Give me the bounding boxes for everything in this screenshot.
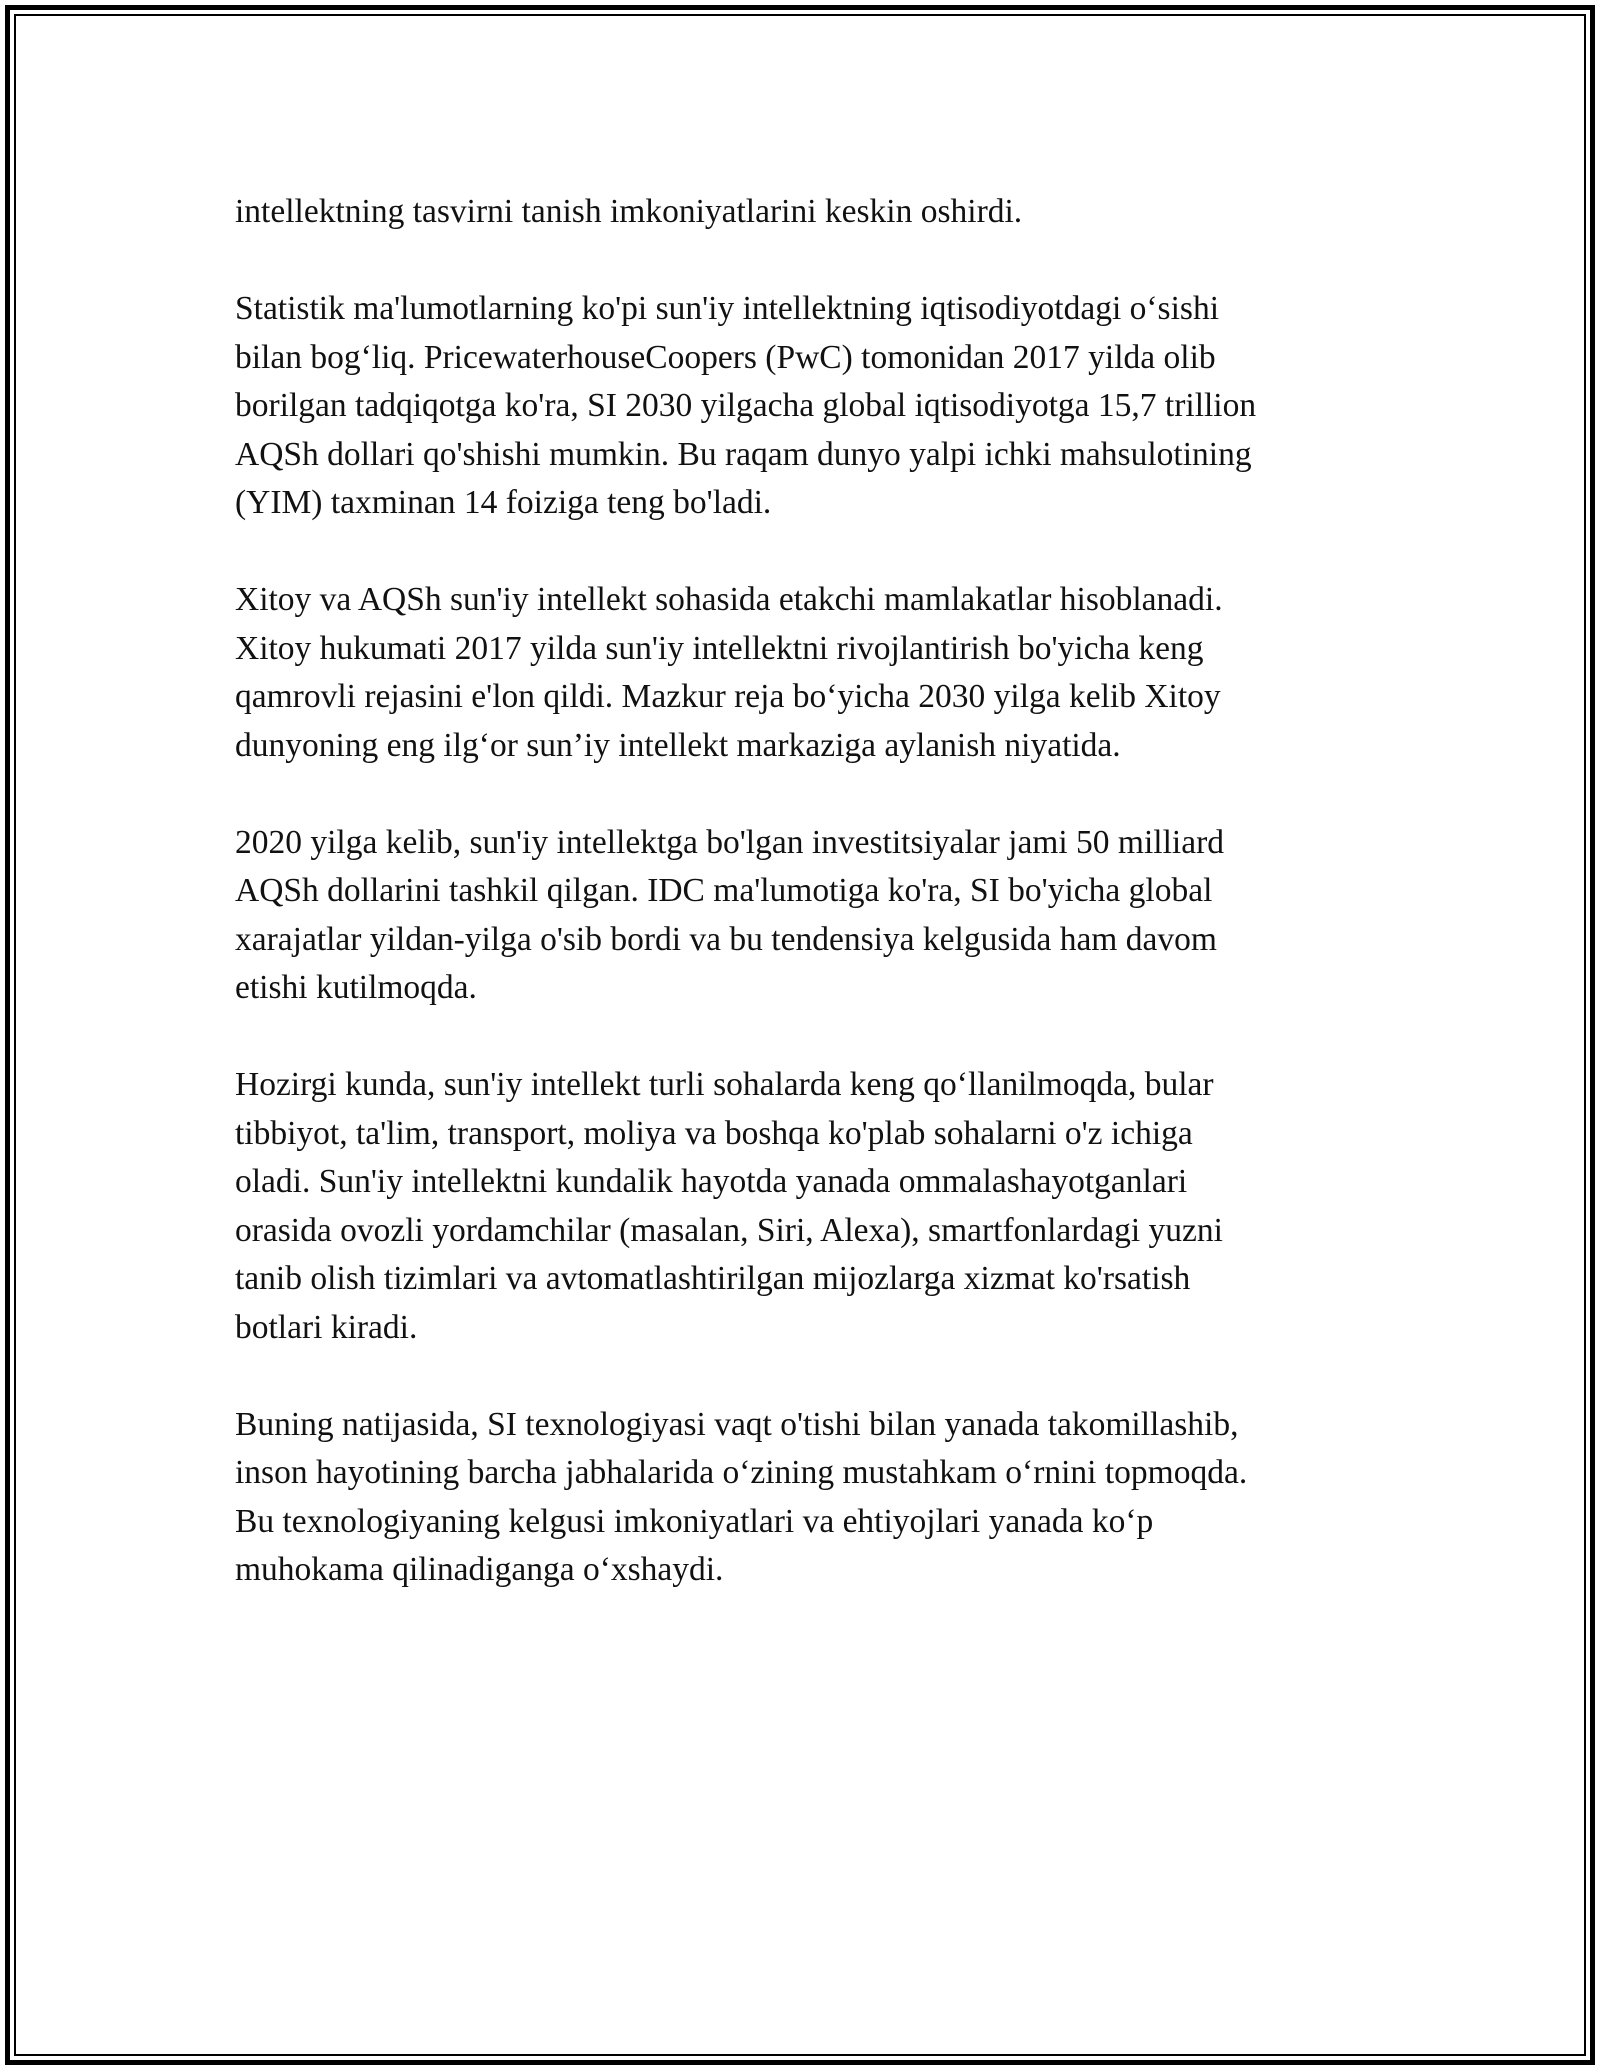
text-line: dunyoning eng ilg‘or sun’iy intellekt markaziga aylanish niyatida. <box>235 726 1121 764</box>
text-line: tibbiyot, ta'lim, transport, moliya va boshqa ko'plab sohalarni o'z ichiga <box>235 1114 1193 1152</box>
paragraph-3 <box>235 576 1365 770</box>
text-line: Buning natijasida, SI texnologiyasi vaqt o'tishi bilan yanada takomillashib, <box>235 1405 1239 1443</box>
text-line: bilan bog‘liq. PricewaterhouseCoopers (PwC) tomonidan 2017 yilda olib <box>235 338 1216 376</box>
text-line: AQSh dollari qo'shishi mumkin. Bu raqam dunyo yalpi ichki mahsulotining <box>235 435 1252 473</box>
text-line: (YIM) taxminan 14 foiziga teng bo'ladi. <box>235 484 772 521</box>
paragraph-4 <box>235 819 1365 1013</box>
text-line: Xitoy hukumati 2017 yilda sun'iy intellektni rivojlantirish bo'yicha keng <box>235 629 1204 667</box>
text-line: oladi. Sun'iy intellektni kundalik hayotda yanada ommalashayotganlari <box>235 1163 1188 1200</box>
text-line: Xitoy va AQSh sun'iy intellekt sohasida etakchi mamlakatlar hisoblanadi. <box>235 581 1223 618</box>
text-line: borilgan tadqiqotga ko'ra, SI 2030 yilgacha global iqtisodiyotga 15,7 trillion <box>235 387 1257 424</box>
text-line: AQSh dollarini tashkil qilgan. IDC ma'lumotiga ko'ra, SI bo'yicha global <box>235 872 1213 909</box>
text-line: Bu texnologiyaning kelgusi imkoniyatlari va ehtiyojlari yanada ko‘p <box>235 1502 1154 1540</box>
text-line: orasida ovozli yordamchilar (masalan, Siri, Alexa), smartfonlardagi yuzni <box>235 1211 1223 1249</box>
text-line: 2020 yilga kelib, sun'iy intellektga bo'lgan investitsiyalar jami 50 milliard <box>235 823 1224 861</box>
text-line: inson hayotining barcha jabhalarida o‘zining mustahkam o‘rnini topmoqda. <box>235 1454 1248 1491</box>
paragraph-2 <box>235 285 1365 528</box>
paragraph-5 <box>235 1061 1365 1352</box>
paragraph-1 <box>235 188 1365 237</box>
text-line: Statistik ma'lumotlarning ko'pi sun'iy intellektning iqtisodiyotdagi o‘sishi <box>235 290 1219 327</box>
text-line: xarajatlar yildan-yilga o'sib bordi va bu tendensiya kelgusida ham davom <box>235 920 1217 958</box>
text-line: botlari kiradi. <box>235 1308 418 1346</box>
text-line: intellektning tasvirni tanish imkoniyatlarini keskin oshirdi. <box>235 193 1023 230</box>
document-body <box>235 188 1365 1643</box>
text-line: muhokama qilinadiganga o‘xshaydi. <box>235 1551 724 1588</box>
text-line: tanib olish tizimlari va avtomatlashtirilgan mijozlarga xizmat ko'rsatish <box>235 1260 1191 1297</box>
text-line: Hozirgi kunda, sun'iy intellekt turli sohalarda keng qo‘llanilmoqda, bular <box>235 1066 1214 1103</box>
text-line: etishi kutilmoqda. <box>235 969 477 1006</box>
paragraph-6 <box>235 1401 1365 1595</box>
text-line: qamrovli rejasini e'lon qildi. Mazkur reja bo‘yicha 2030 yilga kelib Xitoy <box>235 678 1221 715</box>
